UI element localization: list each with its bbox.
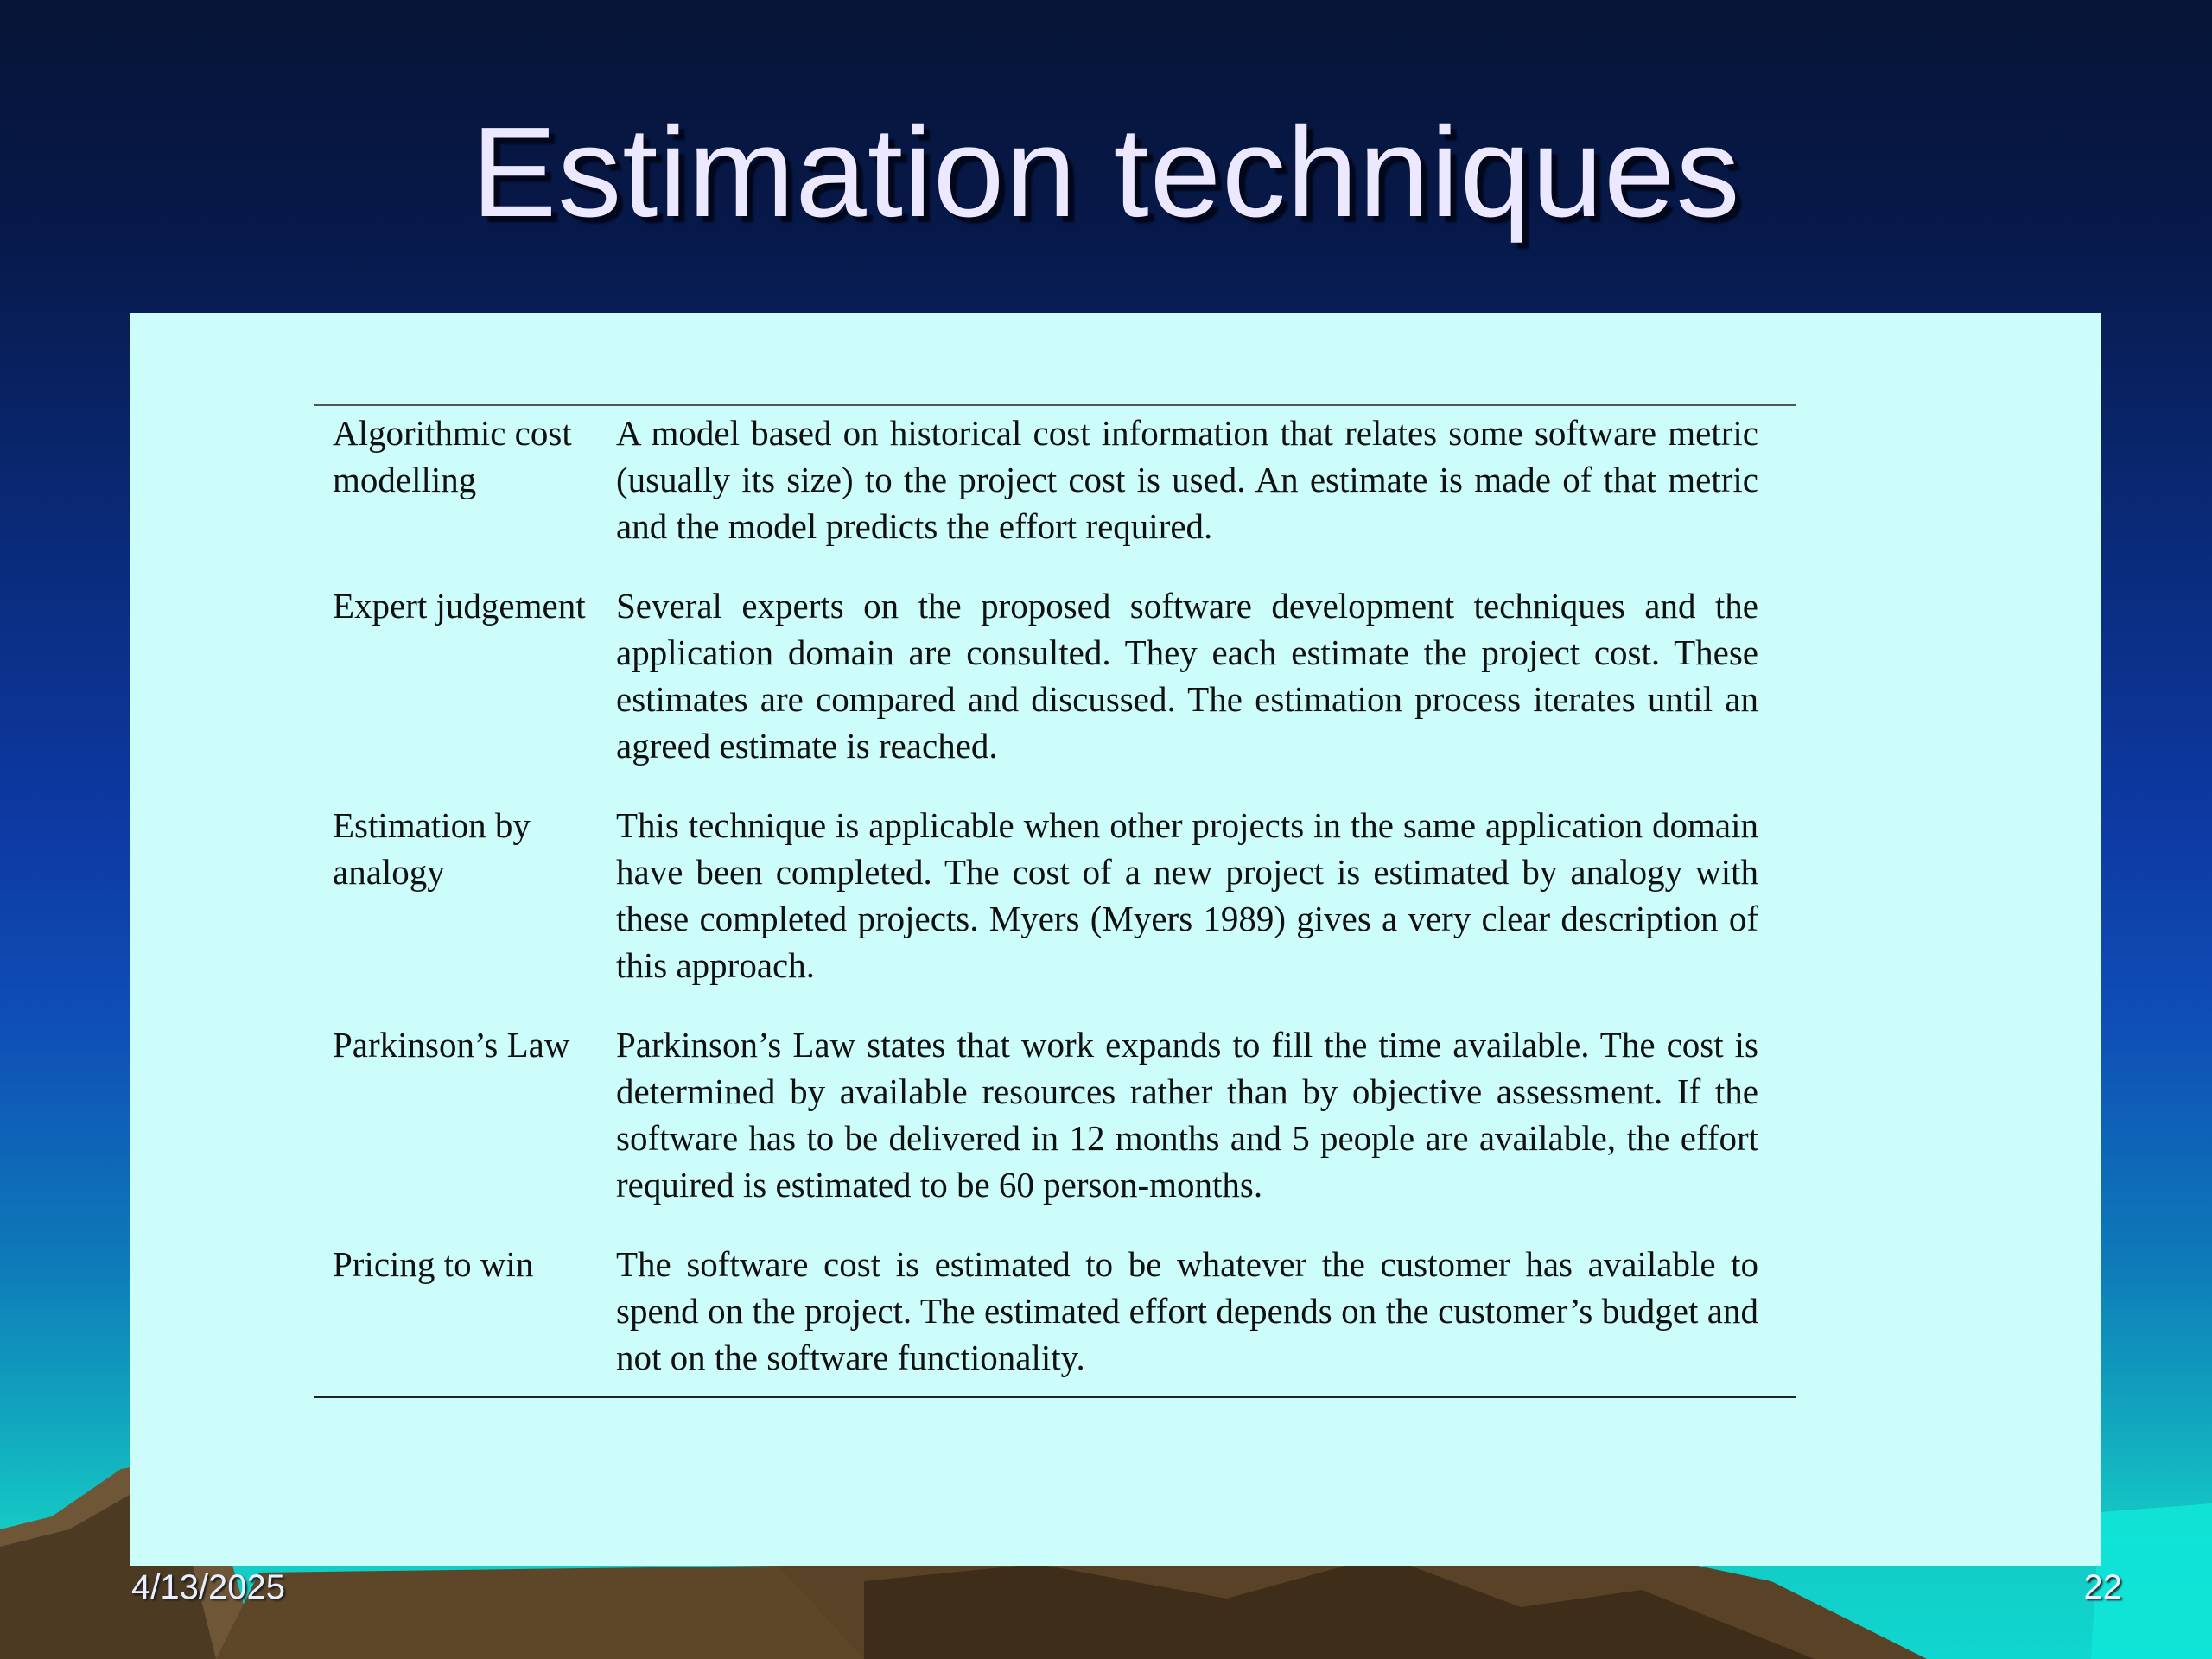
slide-title: Estimation techniques xyxy=(471,101,1741,244)
technique-name: Pricing to win xyxy=(333,1244,534,1284)
technique-description: This technique is applicable when other projects in the same application domain have been completed. The cost of a new project is estimated by analogy with these completed projects. Myers (Myers 1989) gives a very clear description of this approach. xyxy=(616,805,1758,985)
technique-description: Parkinson’s Law states that work expands to fill the time available. The cost is determined by available resources rather than by objective assessment. If the software has to be delivered in 12 months and 5 people are available, the effort required is estimated to be 60 person-months. xyxy=(616,1025,1758,1205)
technique-description: A model based on historical cost information that relates some software metric (usually its size) to the project cost is used. An estimate is made of that metric and the model predicts the effort required. xyxy=(616,413,1758,546)
footer-date: 4/13/2025 xyxy=(131,1568,285,1606)
table-row xyxy=(314,579,1796,769)
table-row xyxy=(314,1237,1796,1381)
technique-name: Algorithmic cost modelling xyxy=(333,413,572,499)
technique-description: Several experts on the proposed software development techniques and the application domain are consulted. They each estimate the project cost. These estimates are compared and discussed. The estimation process iterates until an agreed estimate is reached. xyxy=(616,586,1758,766)
table-row xyxy=(314,406,1796,550)
technique-name: Estimation by analogy xyxy=(333,805,531,892)
table-row xyxy=(314,1018,1796,1208)
technique-name: Parkinson’s Law xyxy=(333,1025,570,1065)
technique-name: Expert judgement xyxy=(333,586,586,626)
estimation-techniques-table xyxy=(314,404,1796,1398)
slide-number: 22 xyxy=(2083,1568,2122,1606)
table-row xyxy=(314,798,1796,988)
technique-description: The software cost is estimated to be whatever the customer has available to spend on the project. The estimated effort depends on the customer’s budget and not on the software functionality. xyxy=(616,1244,1758,1377)
